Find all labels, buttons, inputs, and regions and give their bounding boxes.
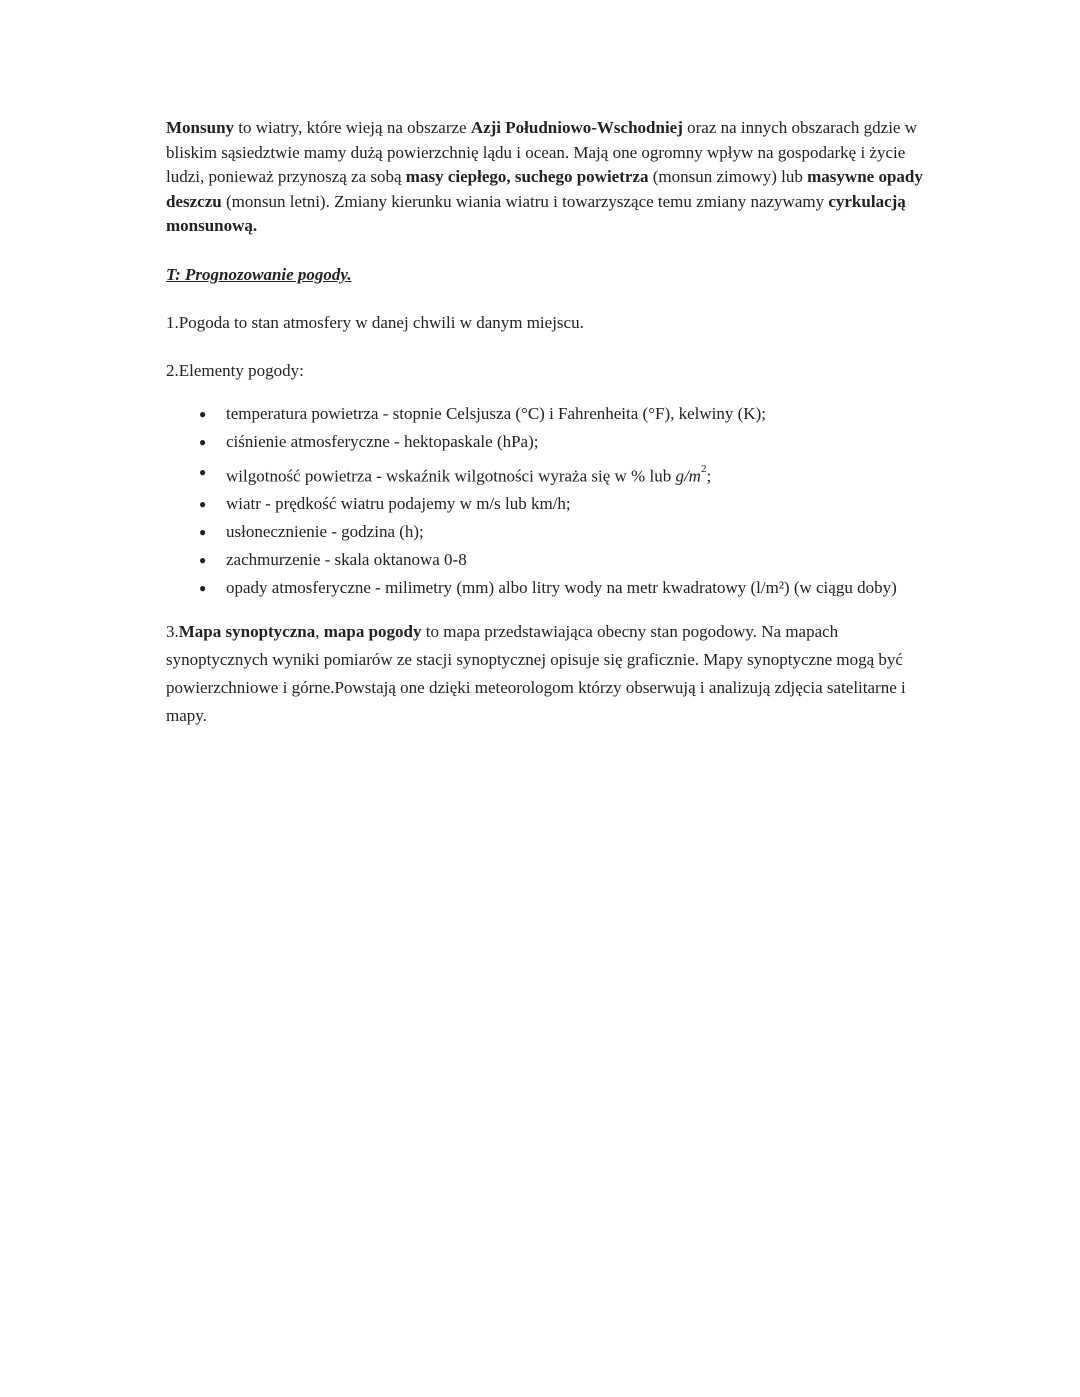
bullet-icon: ● [199, 525, 207, 540]
list-item [166, 428, 926, 456]
list-item [166, 518, 926, 546]
list-item-text: ciśnienie atmosferyczne - hektopaskale (hPa); [226, 431, 539, 451]
list-item [166, 546, 926, 574]
region-term: Azji Południowo-Wschodniej [470, 118, 683, 137]
bullet-icon: ● [199, 497, 207, 512]
list-item-text: opady atmosferyczne - milimetry (mm) albo litry wody na metr kwadratowy (l/m²) (w ciągu doby) [226, 578, 897, 598]
monsoon-text-3: (monsun zimowy) lub [648, 167, 808, 186]
point-3-separator: , [315, 622, 324, 642]
bullet-icon: ● [199, 434, 207, 449]
monsoon-paragraph [166, 116, 926, 239]
bullet-icon: ● [199, 553, 207, 568]
document-page [166, 116, 926, 730]
list-item [166, 458, 926, 491]
rain-term: masywne opady deszczu [166, 167, 923, 211]
list-item-text: zachmurzenie - skala oktanowa 0-8 [226, 550, 467, 570]
dry-air-term: masy ciepłego, suchego powietrza [405, 167, 649, 186]
humidity-unit-end: ; [706, 466, 712, 486]
monsoon-term: Monsuny [166, 118, 235, 137]
weather-map-term: mapa pogody [323, 622, 422, 642]
point-1: 1.Pogoda to stan atmosfery w danej chwili w danym miejscu. [166, 312, 584, 332]
point-3-text: to mapa przedstawiająca obecny stan pogodowy. Na mapach synoptycznych wyniki pomiarów ze stacji synoptycznej opisuje się graficznie. Mapy synoptyczne mogą być powierzchniowe i górne.Powstają one dzięki meteorologom którzy obserwują i analizują zdjęcia satelitarne i mapy. [166, 622, 906, 726]
humidity-unit-exponent: 2 [700, 462, 707, 475]
list-item [166, 490, 926, 518]
weather-elements-list [166, 400, 926, 603]
point-3-number: 3. [166, 622, 179, 642]
point-2: 2.Elementy pogody: [166, 360, 304, 380]
list-item-text: temperatura powietrza - stopnie Celsjusza (°C) i Fahrenheita (°F), kelwiny (K); [226, 403, 766, 423]
bullet-icon: ● [199, 581, 207, 596]
topic-heading: T: Prognozowanie pogody. [166, 264, 352, 284]
synoptic-map-term: Mapa synoptyczna [178, 622, 316, 642]
monsoon-text-4: (monsun letni). Zmiany kierunku wiania wiatru i towarzyszące temu zmiany nazywamy [221, 191, 829, 211]
list-item-text: wilgotność powietrza - wskaźnik wilgotności wyraża się w % lub [226, 466, 676, 486]
list-item-text: wiatr - prędkość wiatru podajemy w m/s lub km/h; [226, 494, 571, 514]
monsoon-text-2: oraz na innych obszarach gdzie w bliskim sąsiedztwie mamy dużą powierzchnię lądu i ocean. Mają one ogromny wpływ na gospodarkę i życie ludzi, ponieważ przynoszą za sobą [166, 118, 917, 186]
list-item [166, 400, 926, 428]
monsoon-text-1: to wiatry, które wieją na obszarze [234, 118, 471, 137]
list-item [166, 574, 926, 602]
humidity-unit: g/m [675, 466, 701, 486]
point-3 [166, 618, 926, 730]
circulation-term: cyrkulacją monsunową. [166, 191, 906, 235]
list-item-text: usłonecznienie - godzina (h); [226, 522, 424, 542]
bullet-icon: ● [199, 464, 207, 479]
bullet-icon: ● [199, 406, 207, 421]
